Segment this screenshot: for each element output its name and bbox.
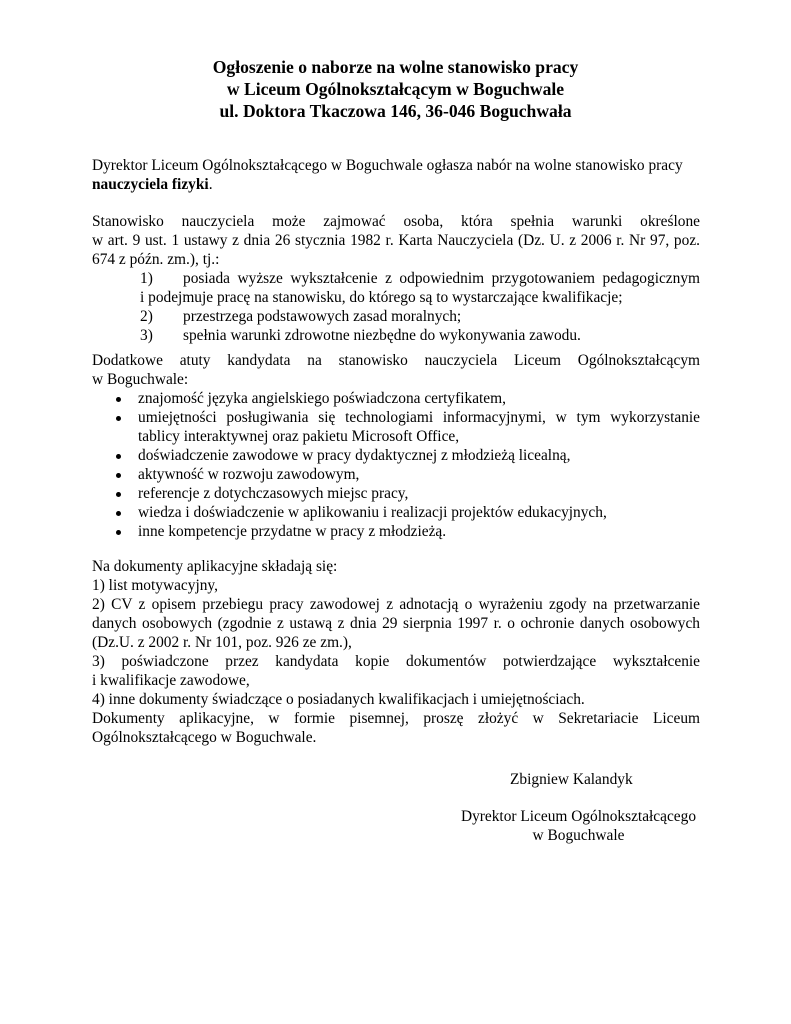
documents-closing-line-2: Ogólnokształcącego w Boguchwale. (92, 729, 317, 746)
documents-heading: Na dokumenty aplikacyjne składają się: (92, 558, 338, 575)
signature-title-line-1: Dyrektor Liceum Ogólnokształcącego (460, 808, 697, 825)
bullet-icon (116, 492, 121, 497)
list-item-text: umiejętności posługiwania się technologiami informacyjnymi, w tym wykorzystanie (138, 409, 700, 426)
attributes-line-1: Dodatkowe atuty kandydata na stanowisko nauczyciela Liceum Ogólnokształcącym (92, 352, 700, 369)
documents-closing-line-1: Dokumenty aplikacyjne, w formie pisemnej, proszę złożyć w Sekretariacie Liceum (92, 710, 700, 727)
requirements-line-1: Stanowisko nauczyciela może zajmować osoba, która spełnia warunki określone (92, 213, 700, 230)
requirement-item (92, 326, 700, 345)
documents-section (92, 557, 700, 747)
documents-item-2-line-1: 2) CV z opisem przebiegu pracy zawodowej z adnotacją o wyrażeniu zgody na przetwarzanie (92, 596, 700, 613)
attributes-section (92, 351, 700, 541)
documents-item-4: 4) inne dokumenty świadczące o posiadanych kwalifikacjach i umiejętnościach. (92, 691, 585, 708)
intro-paragraph (92, 156, 700, 194)
requirement-number: 3) (140, 327, 153, 344)
list-item-text: doświadczenie zawodowe w pracy dydaktycznej z młodzieżą licealną, (138, 447, 571, 464)
list-item (92, 484, 700, 503)
requirement-text: spełnia warunki zdrowotne niezbędne do wykonywania zawodu. (183, 327, 581, 344)
intro-text: Dyrektor Liceum Ogólnokształcącego w Boguchwale ogłasza nabór na wolne stanowisko pracy (92, 157, 683, 174)
requirement-item (92, 269, 700, 288)
list-item-continuation: tablicy interaktywnej oraz pakietu Microsoft Office, (138, 428, 460, 445)
title-line-1: Ogłoszenie o naborze na wolne stanowisko pracy (212, 57, 579, 77)
requirement-text: posiada wyższe wykształcenie z odpowiednim przygotowaniem pedagogicznym (183, 270, 700, 287)
bullet-icon (116, 530, 121, 535)
list-item-text: znajomość języka angielskiego poświadczona certyfikatem, (138, 390, 506, 407)
bullet-icon (116, 416, 121, 421)
list-item-text: inne kompetencje przydatne w pracy z młodzieżą. (138, 523, 447, 540)
list-item-text: referencje z dotychczasowych miejsc pracy, (138, 485, 409, 502)
attributes-list (92, 389, 700, 541)
documents-item-2-line-3: (Dz.U. z 2002 r. Nr 101, poz. 926 ze zm.), (92, 634, 352, 651)
requirements-line-2: w art. 9 ust. 1 ustawy z dnia 26 stycznia 1982 r. Karta Nauczyciela (Dz. U. z 2006 r. Nr 97, poz. (92, 232, 700, 249)
requirement-item (92, 307, 700, 326)
list-item-text: wiedza i doświadczenie w aplikowaniu i realizacji projektów edukacyjnych, (138, 504, 607, 521)
requirement-continuation: i podejmuje pracę na stanowisku, do którego są to wystarczające kwalifikacje; (140, 289, 623, 306)
title-line-2: w Liceum Ogólnokształcącym w Boguchwale (226, 79, 565, 99)
title-line-3: ul. Doktora Tkaczowa 146, 36-046 Boguchwała (219, 101, 572, 121)
list-item (92, 465, 700, 484)
attributes-line-2: w Boguchwale: (92, 371, 189, 388)
requirement-number: 2) (140, 308, 153, 325)
requirements-line-3: 674 z późn. zm.), tj.: (92, 251, 220, 268)
signature-name: Zbigniew Kalandyk (510, 771, 633, 788)
list-item-text: aktywność w rozwoju zawodowym, (138, 466, 360, 483)
signature-title (456, 807, 701, 845)
requirements-section (92, 212, 700, 345)
list-item (92, 503, 700, 522)
page-title (0, 56, 791, 122)
bullet-icon (116, 473, 121, 478)
intro-position-line (92, 175, 700, 194)
requirement-number: 1) (140, 270, 153, 287)
documents-item-3-line-2: i kwalifikacje zawodowe, (92, 672, 250, 689)
bullet-icon (116, 511, 121, 516)
documents-item-2-line-2: danych osobowych (zgodnie z ustawą z dnia 29 sierpnia 1997 r. o ochronie danych osobowych (92, 615, 700, 632)
list-item (92, 446, 700, 465)
bullet-icon (116, 397, 121, 402)
documents-item-1: 1) list motywacyjny, (92, 577, 218, 594)
intro-end: . (208, 176, 213, 193)
bullet-icon (116, 454, 121, 459)
documents-item-3-line-1: 3) poświadczone przez kandydata kopie dokumentów potwierdzające wykształcenie (92, 653, 700, 670)
list-item (92, 408, 700, 446)
list-item (92, 389, 700, 408)
requirement-text: przestrzega podstawowych zasad moralnych; (183, 308, 462, 325)
list-item (92, 522, 700, 541)
signature-title-line-2: w Boguchwale (532, 827, 625, 844)
position-name: nauczyciela fizyki (92, 176, 209, 193)
